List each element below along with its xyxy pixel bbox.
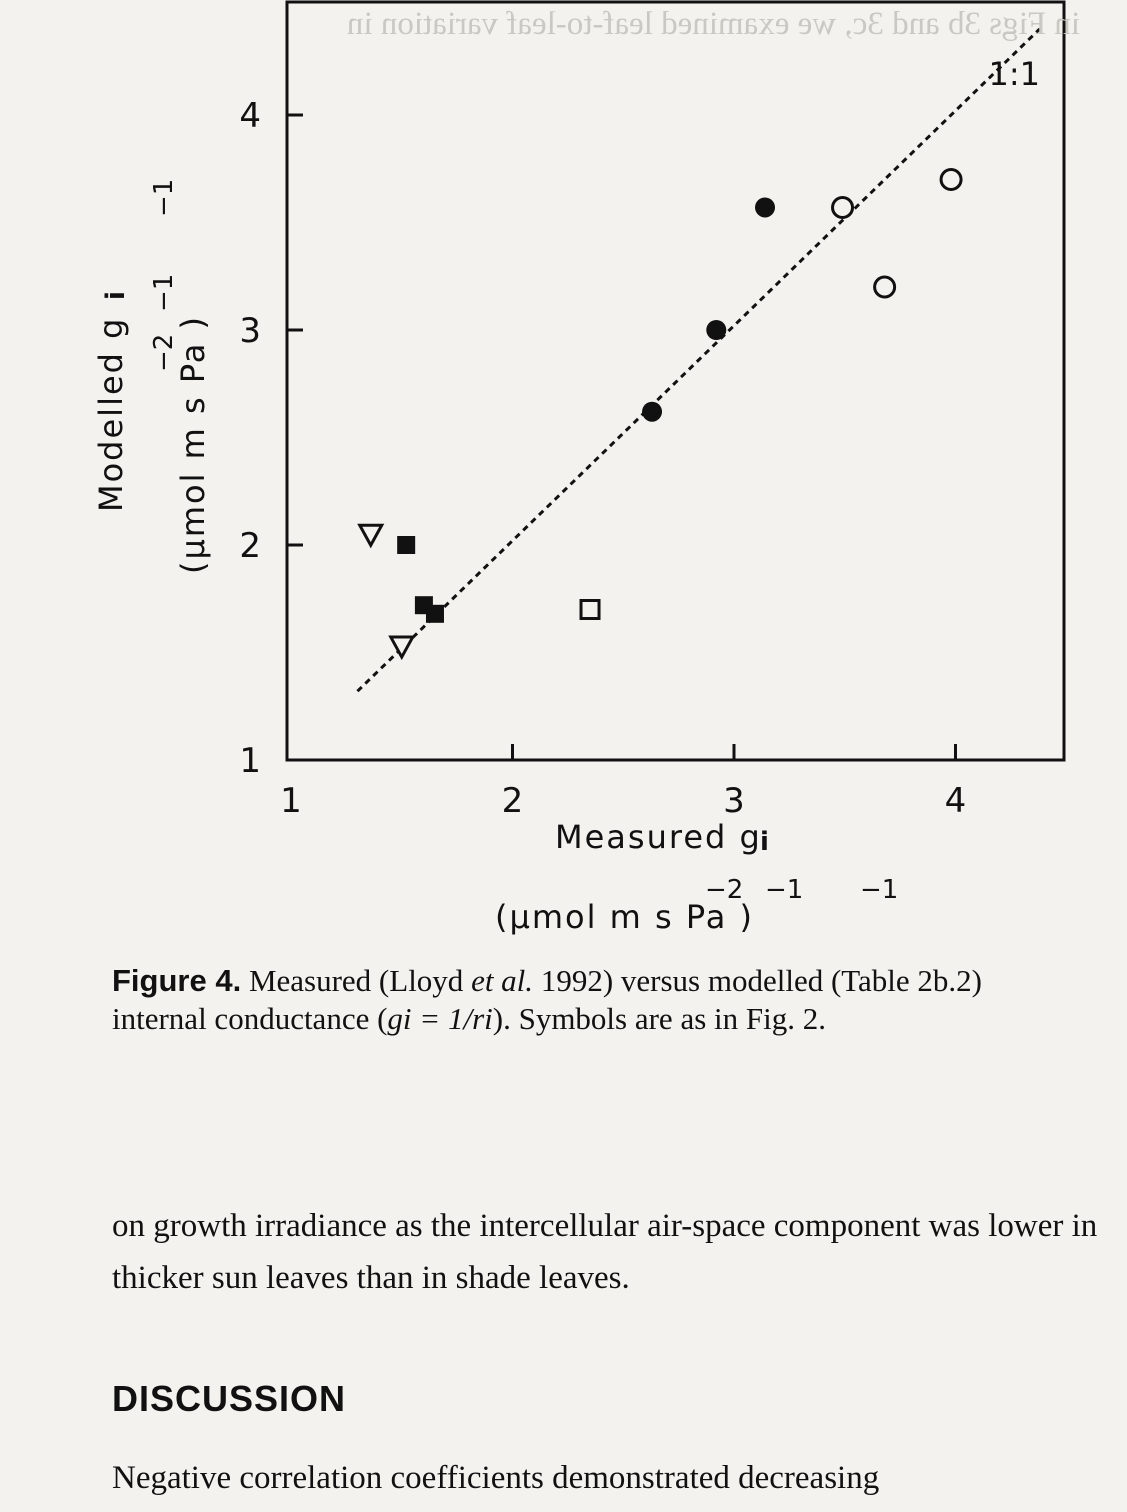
data-point-filled-square bbox=[426, 605, 444, 623]
y-axis-unit: (µmol m s Pa ) bbox=[174, 315, 212, 574]
x-axis-label: Measured g bbox=[555, 818, 762, 856]
caption-italic: et al. bbox=[471, 963, 534, 998]
caption-text-1: Measured (Lloyd bbox=[241, 963, 472, 998]
section-heading: DISCUSSION bbox=[112, 1378, 347, 1419]
x-axis-unit-superscript: −2 bbox=[705, 875, 744, 905]
caption-formula: gi = 1/ri bbox=[387, 1001, 493, 1036]
x-tick-label: 1 bbox=[280, 781, 302, 821]
caption-text-3: ). Symbols are as in Fig. 2. bbox=[492, 1001, 826, 1036]
one-to-one-line bbox=[357, 29, 1039, 691]
body-paragraph-1: on growth irradiance as the intercellular air-space component was lower in thicker sun leaves than in shade leaves. bbox=[112, 1208, 1098, 1296]
x-axis-unit-superscript: −1 bbox=[860, 875, 899, 905]
caption-text-2: 1992) versus modelled (Table 2b.2) internal conductance ( bbox=[112, 963, 983, 1036]
y-axis-label: Modelled g bbox=[92, 316, 130, 512]
y-tick-label: 2 bbox=[239, 526, 261, 566]
y-axis-unit-superscript: −1 bbox=[149, 178, 179, 217]
x-axis-unit-superscript: −1 bbox=[765, 875, 804, 905]
y-tick-label: 4 bbox=[239, 96, 261, 136]
y-tick-label: 3 bbox=[239, 311, 261, 351]
y-axis-unit-superscript: −2 bbox=[149, 333, 179, 372]
x-tick-label: 3 bbox=[723, 781, 745, 821]
y-tick-label: 1 bbox=[239, 741, 261, 781]
data-point-filled-square bbox=[397, 536, 415, 554]
data-point-filled-circle bbox=[706, 320, 726, 340]
data-point-filled-circle bbox=[642, 402, 662, 422]
figure-caption bbox=[112, 962, 1072, 1038]
data-point-filled-circle bbox=[755, 197, 775, 217]
body-paragraph-2: Negative correlation coefficients demonstrated decreasing bbox=[112, 1460, 880, 1496]
bleed-through-text-top: in Figs 3b and 3c, we examined leaf-to-leaf variation in bbox=[346, 6, 1080, 42]
one-to-one-label: 1:1 bbox=[988, 55, 1040, 93]
y-axis-label-group bbox=[92, 179, 212, 574]
data-point-open-triangle bbox=[391, 637, 413, 657]
data-point-open-circle bbox=[833, 197, 853, 217]
y-axis-unit-superscript: −1 bbox=[149, 273, 179, 312]
data-point-open-circle bbox=[941, 170, 961, 190]
x-tick-label: 4 bbox=[944, 781, 967, 821]
data-point-open-square bbox=[581, 601, 599, 619]
data-point-open-triangle bbox=[360, 525, 382, 545]
x-axis-unit: (µmol m s Pa ) bbox=[495, 898, 754, 936]
x-axis-label-subscript: i bbox=[760, 827, 769, 857]
x-tick-label: 2 bbox=[501, 781, 524, 821]
data-point-open-circle bbox=[875, 277, 895, 297]
y-axis-label-subscript: i bbox=[101, 291, 131, 300]
figure-label: Figure 4. bbox=[112, 963, 242, 998]
